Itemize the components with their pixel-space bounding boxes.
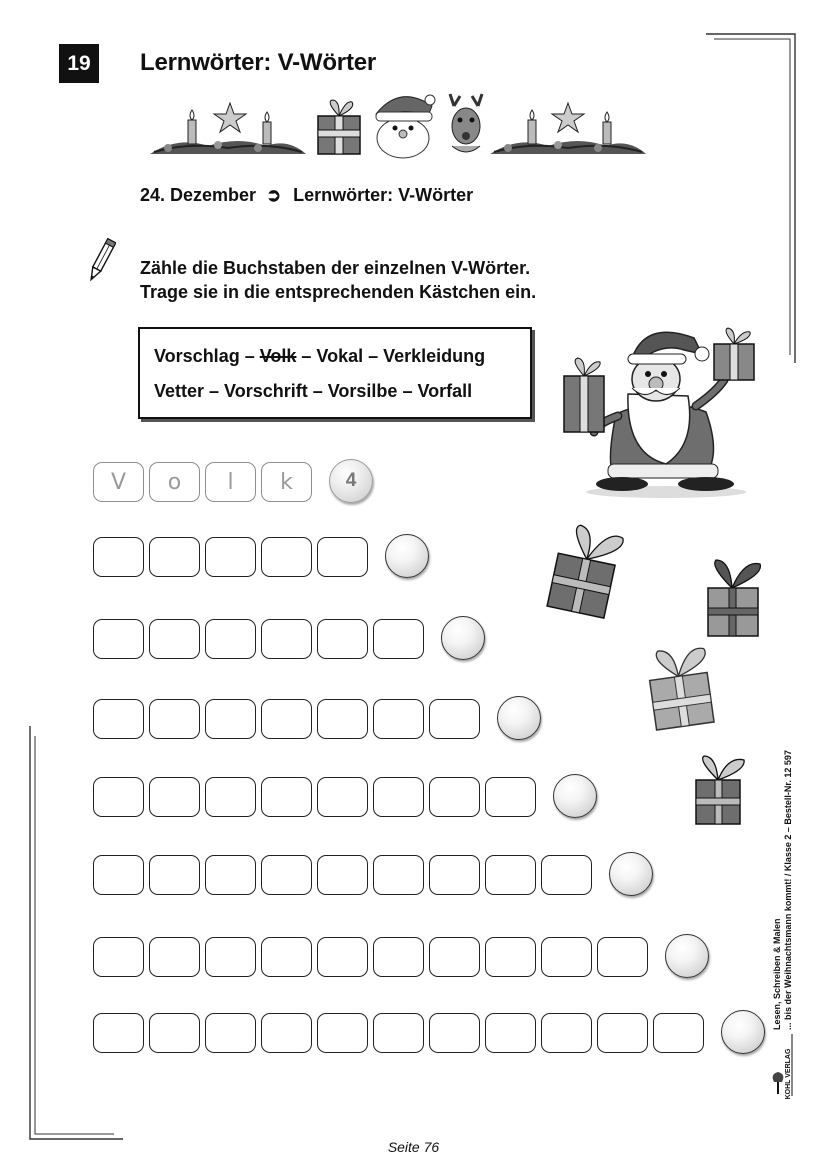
letter-box[interactable] — [261, 619, 312, 659]
word-list-entry: Verkleidung — [383, 346, 486, 366]
letter-box[interactable] — [653, 1013, 704, 1053]
letter-box[interactable] — [485, 855, 536, 895]
letter-box[interactable] — [149, 1013, 200, 1053]
letter-box[interactable] — [261, 1013, 312, 1053]
subtitle — [140, 185, 473, 206]
word-list-entry: – — [296, 346, 317, 366]
count-circle[interactable] — [609, 852, 653, 896]
letter-box[interactable] — [205, 699, 256, 739]
letter-box[interactable] — [205, 537, 256, 577]
count-circle[interactable] — [553, 774, 597, 818]
gift-icon — [545, 522, 631, 622]
example-letter-box: l — [205, 462, 256, 502]
advent-wreath-left — [150, 103, 306, 154]
letter-box[interactable] — [317, 537, 368, 577]
letter-box[interactable] — [261, 937, 312, 977]
letter-box[interactable] — [541, 1013, 592, 1053]
page-title: Lernwörter: V-Wörter — [140, 49, 377, 76]
word-list-entry: – — [239, 346, 260, 366]
letter-box[interactable] — [205, 619, 256, 659]
letter-box[interactable] — [317, 619, 368, 659]
letter-box[interactable] — [149, 537, 200, 577]
count-circle[interactable] — [441, 616, 485, 660]
letter-box[interactable] — [261, 537, 312, 577]
letter-box[interactable] — [93, 855, 144, 895]
word-list-entry: – — [397, 381, 418, 401]
crossed-out-word: Volk — [259, 346, 297, 366]
word-list-box — [138, 327, 532, 419]
count-circle[interactable] — [385, 534, 429, 578]
gift-icon — [700, 556, 770, 640]
word-list-entry: Vetter — [154, 381, 205, 401]
word-list-entry: Vokal — [316, 346, 364, 366]
letter-box[interactable] — [429, 699, 480, 739]
example-letter-box: o — [149, 462, 200, 502]
santa-face-icon — [376, 95, 435, 158]
candle-icon — [263, 122, 271, 144]
gift-icon — [714, 328, 754, 380]
count-circle[interactable] — [665, 934, 709, 978]
letter-box[interactable] — [205, 1013, 256, 1053]
candle-icon — [603, 122, 611, 144]
word-list-entry: Vorsilbe — [327, 381, 398, 401]
letter-box[interactable] — [93, 777, 144, 817]
letter-box[interactable] — [261, 777, 312, 817]
letter-box[interactable] — [149, 855, 200, 895]
letter-box[interactable] — [597, 1013, 648, 1053]
word-list-line-2 — [154, 381, 472, 402]
letter-box[interactable] — [93, 1013, 144, 1053]
gift-icon — [684, 752, 754, 830]
letter-box[interactable] — [261, 855, 312, 895]
publication-line-2: ... bis der Weihnachtsmann kommt! / Klasse 2 – Bestell-Nr. 12 597 — [783, 750, 793, 1030]
publication-line-1: Lesen, Schreiben & Malen — [772, 918, 782, 1030]
publisher-name: KOHL VERLAG — [785, 1048, 792, 1100]
letter-box[interactable] — [429, 1013, 480, 1053]
word-list-entry: Vorschlag — [154, 346, 240, 366]
subtitle-text: Lernwörter: V-Wörter — [293, 185, 474, 205]
arrow-right-icon: ➲ — [266, 185, 282, 205]
word-list-entry: Vorfall — [417, 381, 473, 401]
candle-icon — [528, 120, 536, 144]
letter-box[interactable] — [429, 937, 480, 977]
count-circle[interactable] — [721, 1010, 765, 1054]
letter-box[interactable] — [205, 855, 256, 895]
letter-box[interactable] — [317, 855, 368, 895]
word-list-entry: Vorschrift — [224, 381, 308, 401]
letter-box[interactable] — [373, 699, 424, 739]
word-list-entry: – — [363, 346, 384, 366]
publication-info — [772, 700, 802, 1030]
letter-box[interactable] — [93, 619, 144, 659]
advent-wreath-right — [490, 103, 646, 154]
letter-box[interactable] — [373, 1013, 424, 1053]
word-list-entry: – — [204, 381, 225, 401]
letter-box[interactable] — [205, 777, 256, 817]
pencil-icon — [86, 236, 116, 284]
star-icon — [214, 103, 246, 132]
publisher-logo — [768, 1030, 800, 1100]
frame-corner-top-right — [706, 33, 798, 363]
instruction-line-1: Zähle die Buchstaben der einzelnen V-Wörter. — [140, 258, 531, 278]
letter-box[interactable] — [93, 699, 144, 739]
gift-icon — [318, 100, 360, 154]
example-count-circle: 4 — [329, 459, 373, 503]
letter-box[interactable] — [205, 937, 256, 977]
letter-box[interactable] — [373, 777, 424, 817]
page-number: Seite 76 — [387, 1139, 440, 1155]
subtitle-date: 24. Dezember — [140, 185, 257, 205]
reindeer-icon — [450, 94, 482, 152]
count-circle[interactable] — [497, 696, 541, 740]
word-list-line-1 — [154, 346, 485, 367]
instructions — [140, 256, 536, 304]
letter-box[interactable] — [429, 855, 480, 895]
christmas-banner — [148, 88, 648, 160]
letter-box[interactable] — [317, 937, 368, 977]
exercise-number: 19 — [59, 44, 99, 83]
letter-box[interactable] — [485, 777, 536, 817]
example-letter-box: V — [93, 462, 144, 502]
word-list-entry: – — [307, 381, 328, 401]
candle-icon — [188, 120, 196, 144]
santa-illustration — [556, 324, 764, 502]
letter-box[interactable] — [317, 1013, 368, 1053]
letter-box[interactable] — [149, 619, 200, 659]
letter-box[interactable] — [149, 777, 200, 817]
letter-box[interactable] — [597, 937, 648, 977]
letter-box[interactable] — [373, 619, 424, 659]
instruction-line-2: Trage sie in die entsprechenden Kästchen ein. — [140, 282, 537, 302]
letter-box[interactable] — [93, 937, 144, 977]
letter-box[interactable] — [373, 937, 424, 977]
letter-box[interactable] — [149, 937, 200, 977]
letter-box[interactable] — [317, 777, 368, 817]
letter-box[interactable] — [261, 699, 312, 739]
letter-box[interactable] — [541, 855, 592, 895]
example-letter-box: k — [261, 462, 312, 502]
gift-icon — [638, 640, 728, 732]
letter-box[interactable] — [93, 537, 144, 577]
letter-box[interactable] — [485, 937, 536, 977]
letter-box[interactable] — [429, 777, 480, 817]
gift-icon — [564, 358, 604, 432]
letter-box[interactable] — [149, 699, 200, 739]
letter-box[interactable] — [541, 937, 592, 977]
letter-box[interactable] — [317, 699, 368, 739]
star-icon — [552, 103, 584, 132]
letter-box[interactable] — [485, 1013, 536, 1053]
letter-box[interactable] — [373, 855, 424, 895]
